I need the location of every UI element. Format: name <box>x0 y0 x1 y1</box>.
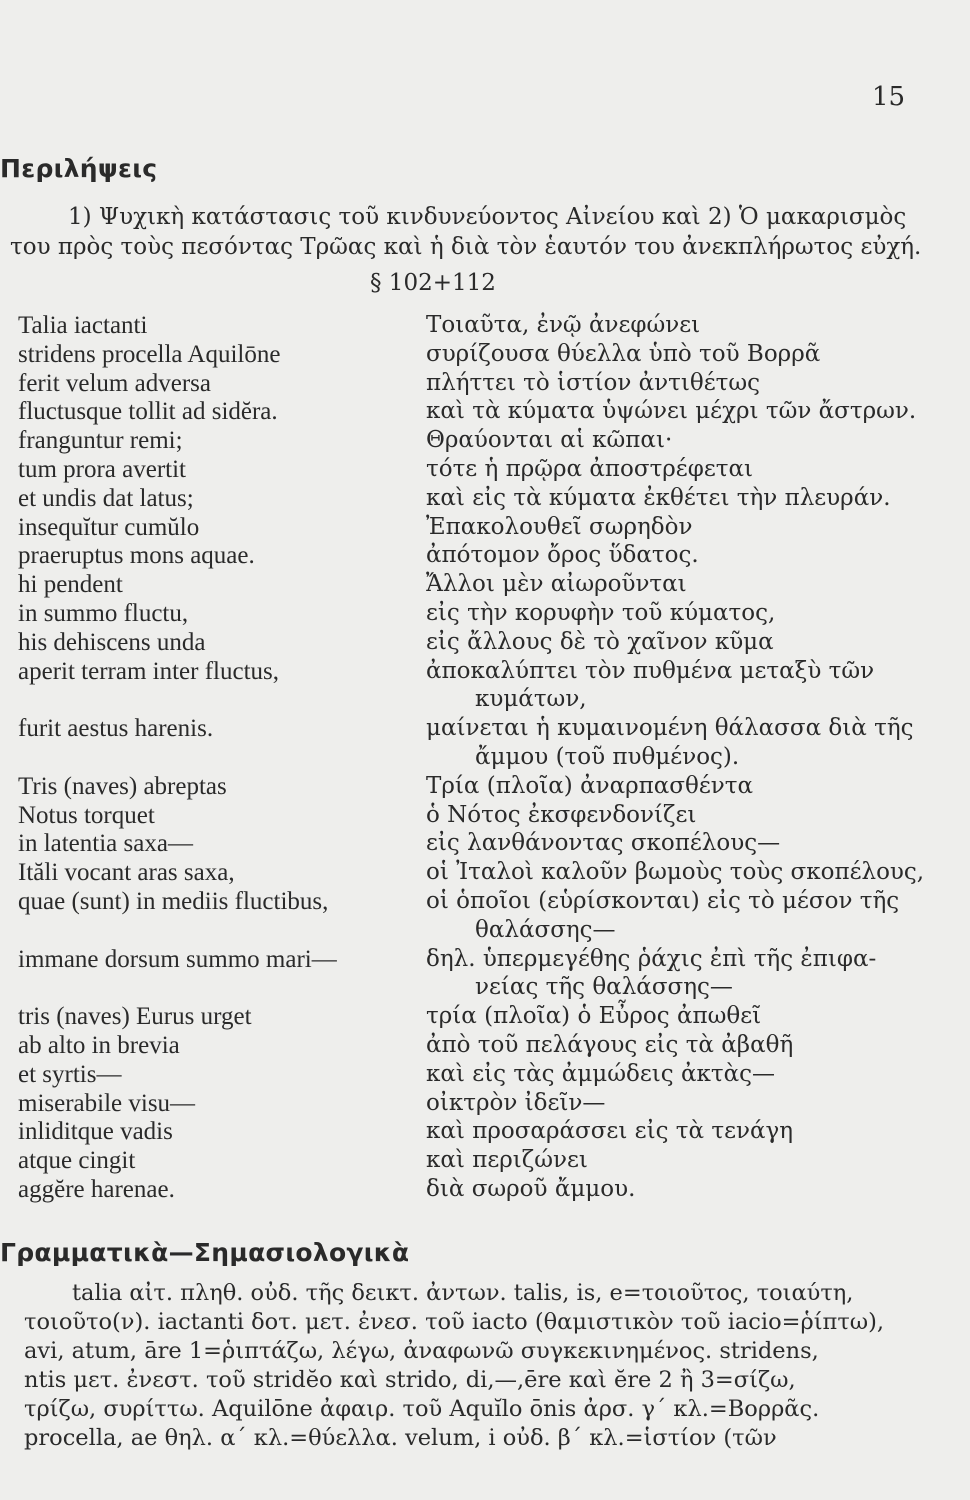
latin-line: quae (sunt) in mediis fluctibus, <box>18 888 329 915</box>
latin-line: his dehiscens unda <box>18 628 206 656</box>
greek-translation-line: Ἐπακολουθεῖ σωρηδὸν <box>426 513 693 540</box>
latin-line: Notus torquet <box>18 801 155 829</box>
greek-translation-line: εἰς τὴν κορυφὴν τοῦ κύματος, <box>426 600 776 626</box>
greek-translation-line: Τρία (πλοῖα) ἀναρπασθέντα <box>426 772 753 799</box>
latin-line: aperit terram inter fluctus, <box>18 657 279 685</box>
greek-translation-line: καὶ εἰς τὰ κύματα ἐκθέτει τὴν πλευράν. <box>426 484 891 511</box>
grammar-line: τοιοῦτο(ν). iactanti δοτ. μετ. ἐνεσ. τοῦ iacto (θαμιστικὸν τοῦ iacio=ῥίπτω), <box>24 1309 885 1335</box>
latin-line: Talia iactanti <box>18 312 148 339</box>
greek-translation-line: μαίνεται ἡ κυμαινομένη θάλασσα διὰ τῆς <box>426 715 914 742</box>
greek-translation-line: οἱ ὁποῖοι (εὑρίσκονται) εἰς τὸ μέσον τῆς <box>426 888 900 914</box>
greek-translation-line: εἰς λανθάνοντας σκοπέλους— <box>426 830 781 857</box>
greek-translation-line: Τοιαῦτα, ἐνῷ ἀνεφώνει <box>426 312 701 338</box>
latin-line: immane dorsum summo mari— <box>18 945 337 973</box>
greek-translation-line: εἰς ἄλλους δὲ τὸ χαῖνον κῦμα <box>426 628 774 655</box>
greek-translation-line: νείας τῆς θαλάσσης— <box>475 974 733 1001</box>
latin-line: hi pendent <box>18 571 123 599</box>
latin-line: Ităli vocant aras saxa, <box>18 859 235 887</box>
summary-line-1: 1) Ψυχικὴ κατάστασις τοῦ κινδυνεύοντος Αἰνείου καὶ 2) Ὁ μακαρισμὸς <box>68 204 907 230</box>
greek-translation-line: καὶ προσαράσσει εἰς τὰ τενάγη <box>426 1118 794 1145</box>
grammar-line: procella, ae θηλ. α΄ κλ.=θύελλα. velum, i οὐδ. β΄ κλ.=ἱστίον (τῶν <box>24 1425 777 1451</box>
latin-line: in summo fluctu, <box>18 600 189 627</box>
latin-line: miserabile visu— <box>18 1089 196 1117</box>
latin-line: et undis dat latus; <box>18 484 194 512</box>
greek-translation-line: Ἄλλοι μὲν αἰωροῦνται <box>426 571 687 598</box>
latin-line: praeruptus mons aquae. <box>18 542 255 570</box>
latin-line: stridens procella Aquilōne <box>18 340 281 368</box>
greek-translation-line: οἰκτρὸν ἰδεῖν— <box>426 1089 606 1116</box>
greek-translation-line: συρίζουσα θύελλα ὑπὸ τοῦ Βορρᾶ <box>426 340 821 367</box>
grammar-line: avi, atum, āre 1=ῥιπτάζω, λέγω, ἀναφωνῶ συγκεκινημένος. stridens, <box>24 1338 819 1364</box>
greek-translation-line: Θραύονται αἱ κῶπαι· <box>426 427 673 454</box>
latin-line: fluctusque tollit ad sidĕra. <box>18 398 278 426</box>
greek-translation-line: ἀποκαλύπτει τὸν πυθμένα μεταξὺ τῶν <box>426 657 875 684</box>
greek-translation-line: τότε ἡ πρῷρα ἀποστρέφεται <box>426 456 754 482</box>
latin-line: tris (naves) Eurus urget <box>18 1003 252 1031</box>
latin-line: ferit velum adversa <box>18 369 211 397</box>
latin-line: tum prora avertit <box>18 456 186 483</box>
latin-line: in latentia saxa— <box>18 830 193 858</box>
greek-translation-line: ὁ Νότος ἐκσφενδονίζει <box>426 801 697 828</box>
greek-translation-line: θαλάσσης— <box>475 916 616 943</box>
greek-translation-line: ἄμμου (τοῦ πυθμένος). <box>475 744 740 770</box>
greek-translation-line: ἀπότομον ὄρος ὕδατος. <box>426 542 699 569</box>
grammar-line: τρίζω, συρίττω. Aquilōne ἀφαιρ. τοῦ Aquĭlo ōnis ἀρσ. γ΄ κλ.=Βορρᾶς. <box>24 1396 820 1422</box>
greek-translation-line: δηλ. ὑπερμεγέθης ῥάχις ἐπὶ τῆς ἐπιφα- <box>426 945 877 972</box>
greek-translation-line: κυμάτων, <box>475 686 587 713</box>
greek-translation-line: καὶ εἰς τὰς ἀμμώδεις ἀκτὰς— <box>426 1060 776 1087</box>
summary-line-2: του πρὸς τοὺς πεσόντας Τρῶας καὶ ἡ διὰ τὸν ἑαυτόν του ἀνεκπλήρωτος εὐχή. <box>10 234 922 260</box>
latin-line: franguntur remi; <box>18 427 183 455</box>
grammar-line: ntis μετ. ἐνεστ. τοῦ stridĕo καὶ strido, di,—,ēre καὶ ĕre 2 ἢ 3=σίζω, <box>24 1367 796 1393</box>
latin-line: Tris (naves) abreptas <box>18 772 227 800</box>
grammar-heading: Γραμματικὰ—Σημασιολογικὰ <box>0 1238 410 1267</box>
latin-line: ab alto in brevia <box>18 1032 180 1059</box>
latin-line: inliditque vadis <box>18 1118 173 1146</box>
greek-translation-line: οἱ Ἰταλοὶ καλοῦν βωμοὺς τοὺς σκοπέλους, <box>426 859 925 886</box>
page-number: 15 <box>872 82 906 112</box>
section-number: § 102+112 <box>370 270 496 296</box>
greek-translation-line: διὰ σωροῦ ἄμμου. <box>426 1176 636 1202</box>
summaries-heading: Περιλήψεις <box>0 154 158 183</box>
greek-translation-line: καὶ τὰ κύματα ὑψώνει μέχρι τῶν ἄστρων. <box>426 398 917 425</box>
latin-line: aggĕre harenae. <box>18 1176 175 1203</box>
greek-translation-line: καὶ περιζώνει <box>426 1147 588 1174</box>
latin-line: furit aestus harenis. <box>18 715 214 743</box>
latin-line: atque cingit <box>18 1147 136 1175</box>
greek-translation-line: ἀπὸ τοῦ πελάγους εἰς τὰ ἀβαθῆ <box>426 1032 794 1058</box>
grammar-line: talia αἰτ. πληθ. οὐδ. τῆς δεικτ. ἀντων. talis, is, e=τοιοῦτος, τοιαύτη, <box>72 1280 854 1306</box>
latin-line: insequĭtur cumŭlo <box>18 513 200 541</box>
latin-line: et syrtis— <box>18 1060 122 1088</box>
greek-translation-line: τρία (πλοῖα) ὁ Εὖρος ἀπωθεῖ <box>426 1003 762 1030</box>
greek-translation-line: πλήττει τὸ ἱστίον ἀντιθέτως <box>426 369 761 396</box>
